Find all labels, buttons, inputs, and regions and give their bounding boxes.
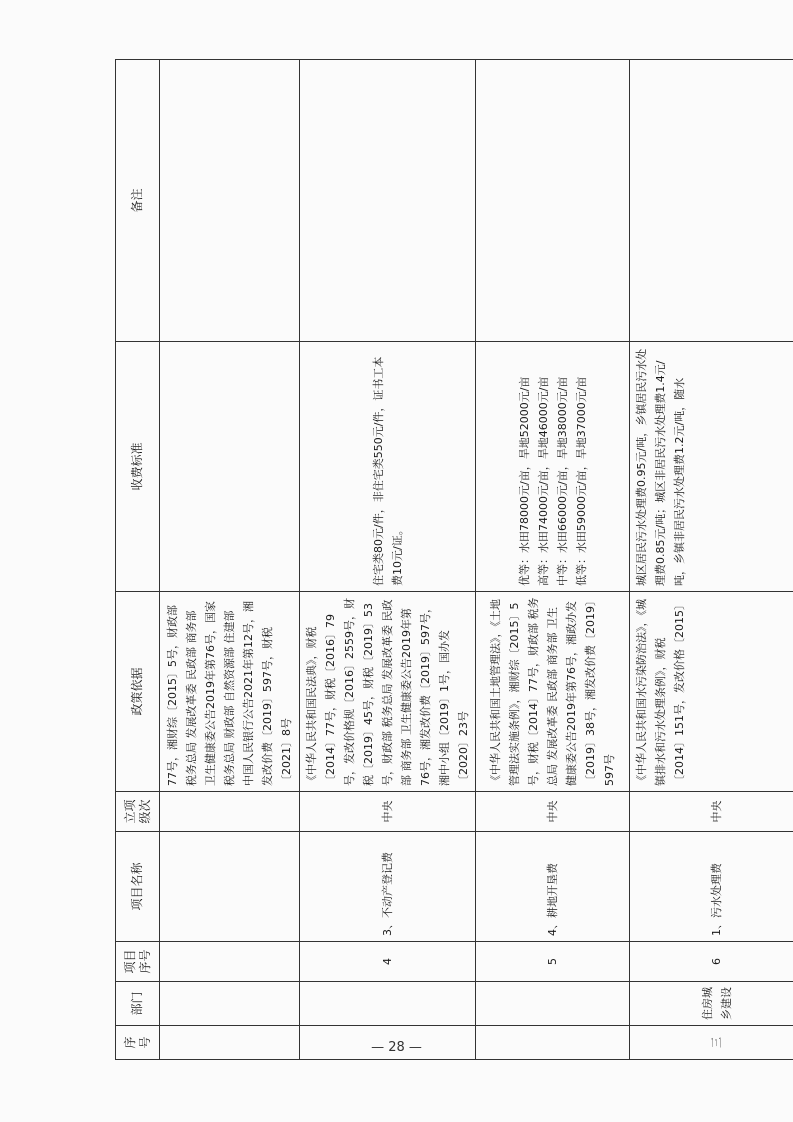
cell-standard: 城区居民污水处理费0.95元/吨，乡镇居民污水处理费0.85元/吨；城区非居民污水处理费1.4元/吨，乡镇非居民污水处理费1.2元/吨，随水 [630,342,793,592]
fee-table [115,59,793,1060]
cell-department: 住房城乡建设 [630,982,793,1026]
header-level: 立项级次 [116,792,160,832]
cell-department [300,982,476,1026]
cell-basis: 《中华人民共和国水污染防治法》，《城镇排水和污水处理条例》，财税〔2014〕151号，发改价格〔2015〕 [630,592,793,792]
cell-item-no: 5 [476,942,630,982]
header-standard: 收费标准 [116,342,160,592]
cell-item-name [160,832,300,942]
cell-remarks [160,60,300,342]
header-index: 序号 [116,1026,160,1060]
cell-level: 中央 [300,792,476,832]
cell-basis: 77号，湘财综〔2015〕5号，财政部 税务总局 发展改革委 民政部 商务部 卫生健康委公告2019年第76号，国家税务总局 财政部 自然资源部 住建部 中国人民银行公告2021年第12号，湘发改价费〔2019〕597号，财税〔2021〕8号 [160,592,300,792]
header-basis: 政策依据 [116,592,160,792]
cell-remarks [476,60,630,342]
cell-item-name: 3、不动产登记费 [300,832,476,942]
header-remarks: 备注 [116,60,160,342]
cell-department [476,982,630,1026]
cell-item-no [160,942,300,982]
cell-level [160,792,300,832]
cell-remarks [300,60,476,342]
cell-level: 中央 [476,792,630,832]
cell-item-name: 4、耕地开垦费 [476,832,630,942]
cell-standard [160,342,300,592]
cell-index: 三 [630,1026,793,1060]
cell-item-name: 1、污水处理费 [630,832,793,942]
table-row [160,60,300,1060]
cell-basis: 《中华人民共和国土地管理法》，《土地管理法实施条例》，湘财综〔2015〕5号，财税〔2014〕77号，财政部 税务总局 发展改革委 民政部 商务部 卫生健康委公告2019年第76号，湘政办发〔2019〕38号，湘发改价费〔2019〕597号 [476,592,630,792]
header-item-name: 项目名称 [116,832,160,942]
table-row [476,60,630,1060]
cell-standard [476,342,630,592]
header-item-no: 项目序号 [116,942,160,982]
cell-item-no: 4 [300,942,476,982]
header-department: 部门 [116,982,160,1026]
table-header-row [116,60,160,1060]
table-row [300,60,476,1060]
cell-department [160,982,300,1026]
cell-item-no: 6 [630,942,793,982]
page-number: — 28 — [371,1040,422,1055]
standard-line: 低等：水田59000元/亩，旱地37000元/亩 [574,376,588,586]
standard-line: 高等：水田74000元/亩，旱地46000元/亩 [536,376,550,586]
standard-line: 中等：水田66000元/亩，旱地38000元/亩 [555,376,569,586]
table-row [630,60,793,1060]
standard-line: 优等：水田78000元/亩，旱地52000元/亩 [517,376,531,586]
cell-level: 中央 [630,792,793,832]
cell-remarks [630,60,793,342]
cell-basis: 《中华人民共和国民法典》，财税〔2014〕77号，财税〔2016〕79号，发改价格规〔2016〕2559号，财税〔2019〕45号，财税〔2019〕53号，财政部 税务总局 发展改革委 民政部 商务部 卫生健康委公告2019年第76号，湘发改价费〔2019〕597号，湘中小组〔2019〕1号，国办发〔2020〕23号 [300,592,476,792]
fee-table-rotated [115,60,785,1060]
cell-standard: 住宅类80元/件，非住宅类550元/件，证书工本费10元/证。 [300,342,476,592]
